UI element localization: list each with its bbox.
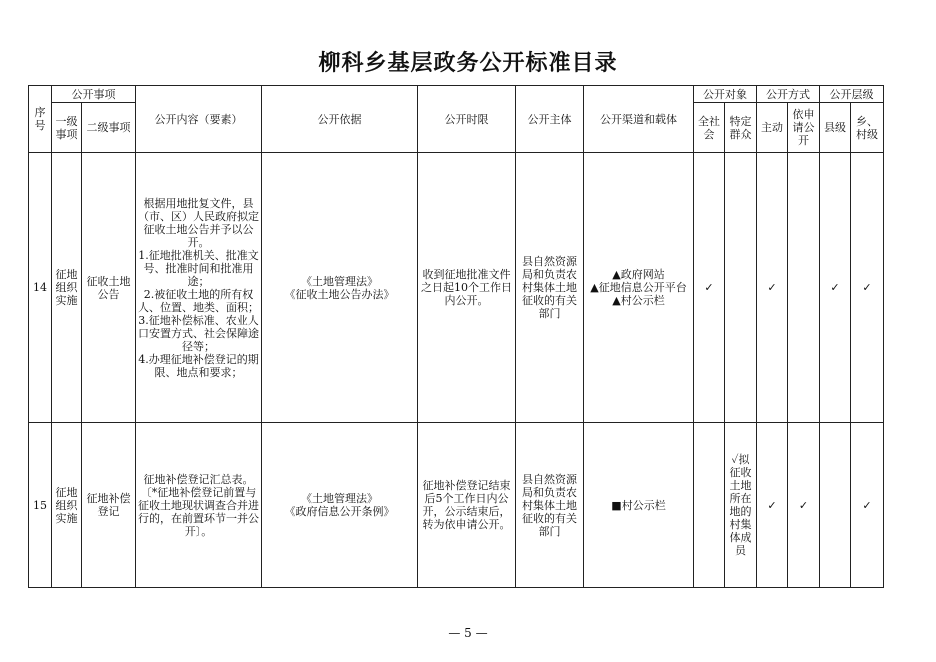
row-content: 征地补偿登记汇总表。 〔*征地补偿登记前置与征收土地现状调查合并进行的，在前置环节一并公开〕。	[136, 423, 262, 588]
row-content: 根据用地批复文件，县（市、区）人民政府拟定征收土地公告并予以公开。 1.征地批准机关、批准文号、批准时间和批准用途； 2.被征收土地的所有权人、位置、地类、面积； 3.征地补偿标准、农业人口安置方式、社会保障途径等； 4.办理征地补偿登记的期限、地点和要求；	[136, 153, 262, 423]
row-level1: 征地组织实施	[52, 423, 82, 588]
header-channel: 公开渠道和载体	[584, 86, 694, 153]
row-level1: 征地组织实施	[52, 153, 82, 423]
row-channel: ▲政府网站 ▲征地信息公开平台 ▲村公示栏	[584, 153, 694, 423]
row-method-request	[788, 153, 820, 423]
row-level2: 征收土地公告	[82, 153, 136, 423]
row-level-county	[820, 423, 851, 588]
row-audience-all	[694, 423, 725, 588]
header-level: 公开层级	[820, 86, 884, 103]
row-channel: ■村公示栏	[584, 423, 694, 588]
page-number: — 5 —	[448, 626, 488, 640]
row-basis: 《土地管理法》 《政府信息公开条例》	[262, 423, 418, 588]
header-audience: 公开对象	[694, 86, 757, 103]
row-audience-specific: ✓拟征收土地所在地的村集体成员	[725, 423, 757, 588]
row-method-active: ✓	[757, 153, 788, 423]
row-audience-specific	[725, 153, 757, 423]
row-subject: 县自然资源局和负责农村集体土地征收的有关部门	[516, 153, 584, 423]
page-title: 柳科乡基层政务公开标准目录	[318, 50, 618, 76]
row-level2: 征地补偿登记	[82, 423, 136, 588]
row-level-county: ✓	[820, 153, 851, 423]
row-time-limit: 收到征地批准文件之日起10个工作日内公开。	[418, 153, 516, 423]
row-level-township: ✓	[851, 423, 884, 588]
header-public-matters: 公开事项	[52, 86, 136, 103]
header-method-request: 依申请公开	[788, 103, 820, 153]
row-subject: 县自然资源局和负责农村集体土地征收的有关部门	[516, 423, 584, 588]
header-subject: 公开主体	[516, 86, 584, 153]
row-level-township: ✓	[851, 153, 884, 423]
row-audience-all: ✓	[694, 153, 725, 423]
table-row	[29, 153, 884, 423]
header-level2: 二级事项	[82, 103, 136, 153]
row-serial: 14	[29, 153, 52, 423]
header-level-township: 乡、村级	[851, 103, 884, 153]
header-method: 公开方式	[757, 86, 820, 103]
header-level1: 一级事项	[52, 103, 82, 153]
disclosure-catalog-table	[28, 85, 884, 588]
header-basis: 公开依据	[262, 86, 418, 153]
row-method-active: ✓	[757, 423, 788, 588]
row-method-request: ✓	[788, 423, 820, 588]
header-method-active: 主动	[757, 103, 788, 153]
header-content: 公开内容（要素）	[136, 86, 262, 153]
table-row	[29, 423, 884, 588]
header-audience-specific: 特定群众	[725, 103, 757, 153]
row-time-limit: 征地补偿登记结束后5个工作日内公开，公示结束后，转为依申请公开。	[418, 423, 516, 588]
row-serial: 15	[29, 423, 52, 588]
row-basis: 《土地管理法》 《征收土地公告办法》	[262, 153, 418, 423]
header-audience-all: 全社会	[694, 103, 725, 153]
header-level-county: 县级	[820, 103, 851, 153]
header-time-limit: 公开时限	[418, 86, 516, 153]
header-serial: 序号	[29, 86, 52, 153]
